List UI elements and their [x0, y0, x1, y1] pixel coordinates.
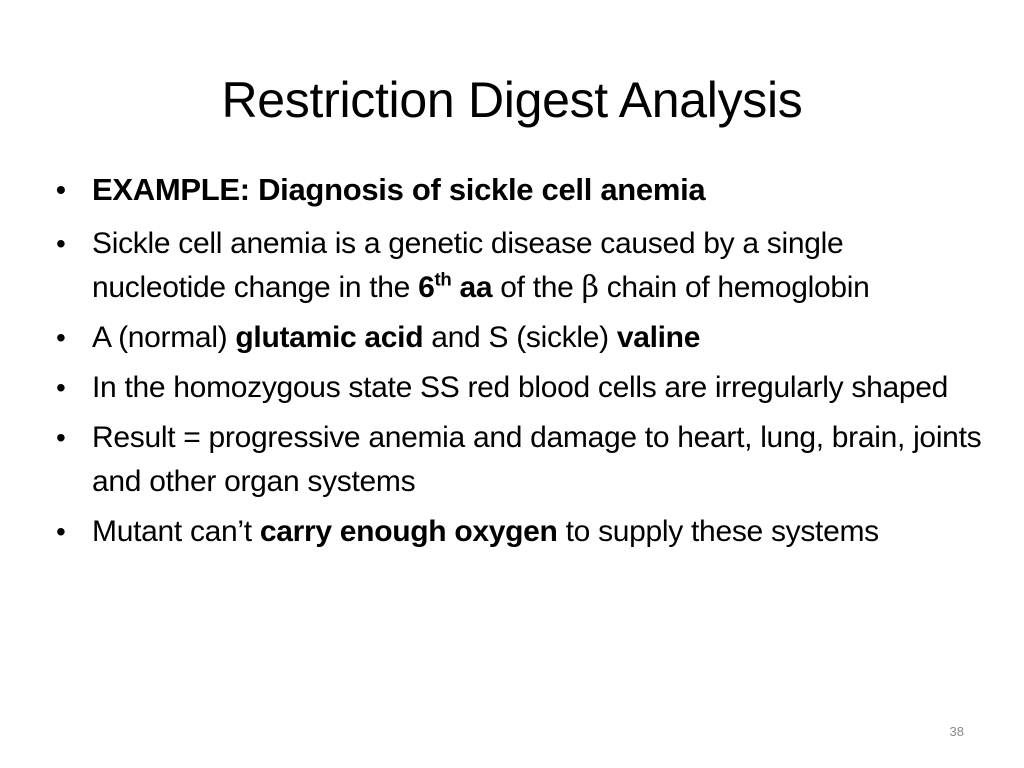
bullet-bold-glutamic-acid: glutamic acid [235, 321, 424, 354]
bullet-item-example [56, 168, 982, 212]
bullet-text: to supply these systems [557, 515, 879, 548]
bullet-list [56, 168, 982, 560]
bullet-bold-number: 6 [418, 271, 435, 304]
beta-symbol: β [581, 270, 599, 305]
bullet-text: In the homozygous state SS red blood cells are irregularly shaped [92, 371, 948, 404]
slide-title: Restriction Digest Analysis [221, 72, 803, 128]
bullet-text: and S (sickle) [423, 321, 617, 354]
page-number: 38 [949, 724, 964, 739]
bullet-marker: • [56, 174, 66, 205]
bullet-bold-oxygen: carry enough oxygen [259, 515, 558, 548]
bullet-text: Mutant can’t [92, 515, 260, 548]
bullet-text: EXAMPLE: Diagnosis of sickle cell anemia [92, 172, 706, 207]
bullet-marker: • [56, 422, 66, 453]
bullet-text: chain of hemoglobin [598, 271, 870, 304]
bullet-text: of the [492, 271, 582, 304]
bullet-text: Sickle cell anemia is a genetic disease caused by a single nucleotide change in the [92, 227, 844, 304]
bullet-item-definition [56, 222, 982, 310]
bullet-superscript: th [434, 268, 452, 290]
bullet-marker: • [56, 228, 66, 259]
bullet-item-homozygous [56, 366, 982, 410]
bullet-marker: • [56, 372, 66, 403]
bullet-text: A (normal) [92, 321, 236, 354]
bullet-text: Result = progressive anemia and damage to heart, lung, brain, joints and other organ systems [92, 421, 982, 498]
bullet-item-alleles [56, 316, 982, 360]
bullet-marker: • [56, 516, 66, 547]
bullet-marker: • [56, 322, 66, 353]
bullet-bold-aa: aa [459, 271, 493, 304]
bullet-item-result [56, 416, 982, 504]
bullet-item-mutant [56, 510, 982, 554]
bullet-bold-valine: valine [616, 321, 701, 354]
